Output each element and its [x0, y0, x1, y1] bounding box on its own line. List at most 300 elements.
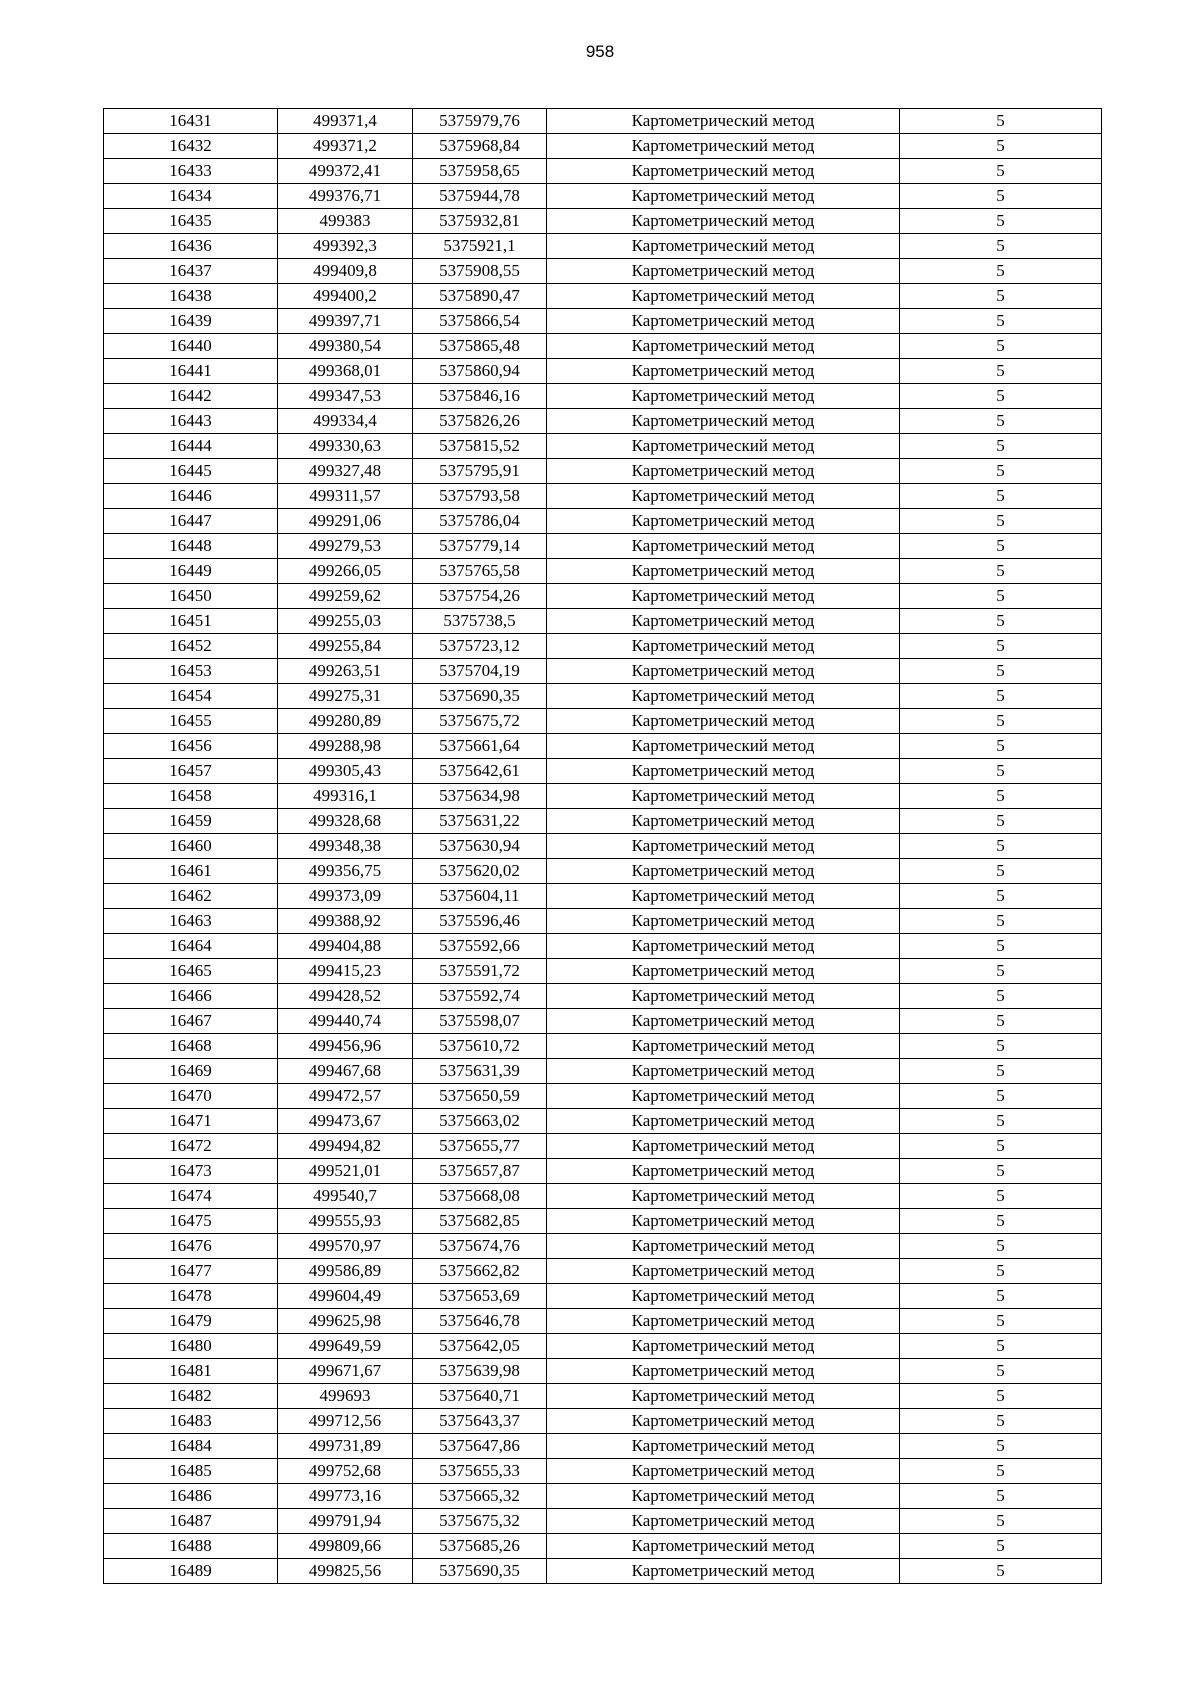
point-number-cell: 16471: [104, 1109, 278, 1134]
method-cell: Картометрический метод: [547, 434, 900, 459]
method-cell: Картометрический метод: [547, 1559, 900, 1584]
y-coordinate-cell: 5375793,58: [413, 484, 547, 509]
table-row: [104, 534, 1102, 559]
x-coordinate-cell: 499467,68: [278, 1059, 413, 1084]
method-cell: Картометрический метод: [547, 334, 900, 359]
point-number-cell: 16443: [104, 409, 278, 434]
point-number-cell: 16485: [104, 1459, 278, 1484]
y-coordinate-cell: 5375968,84: [413, 134, 547, 159]
x-coordinate-cell: 499404,88: [278, 934, 413, 959]
method-cell: Картометрический метод: [547, 1259, 900, 1284]
y-coordinate-cell: 5375690,35: [413, 684, 547, 709]
x-coordinate-cell: 499440,74: [278, 1009, 413, 1034]
method-cell: Картометрический метод: [547, 759, 900, 784]
page-number: 958: [585, 42, 615, 61]
accuracy-cell: 5: [900, 1459, 1102, 1484]
point-number-cell: 16439: [104, 309, 278, 334]
table-row: [104, 734, 1102, 759]
y-coordinate-cell: 5375723,12: [413, 634, 547, 659]
accuracy-cell: 5: [900, 1059, 1102, 1084]
x-coordinate-cell: 499392,3: [278, 234, 413, 259]
point-number-cell: 16473: [104, 1159, 278, 1184]
point-number-cell: 16479: [104, 1309, 278, 1334]
method-cell: Картометрический метод: [547, 1409, 900, 1434]
table-row: [104, 1309, 1102, 1334]
y-coordinate-cell: 5375779,14: [413, 534, 547, 559]
y-coordinate-cell: 5375738,5: [413, 609, 547, 634]
point-number-cell: 16455: [104, 709, 278, 734]
y-coordinate-cell: 5375653,69: [413, 1284, 547, 1309]
table-row: [104, 709, 1102, 734]
x-coordinate-cell: 499316,1: [278, 784, 413, 809]
x-coordinate-cell: 499712,56: [278, 1409, 413, 1434]
point-number-cell: 16435: [104, 209, 278, 234]
method-cell: Картометрический метод: [547, 184, 900, 209]
point-number-cell: 16449: [104, 559, 278, 584]
y-coordinate-cell: 5375675,72: [413, 709, 547, 734]
x-coordinate-cell: 499305,43: [278, 759, 413, 784]
accuracy-cell: 5: [900, 734, 1102, 759]
table-row: [104, 1359, 1102, 1384]
y-coordinate-cell: 5375890,47: [413, 284, 547, 309]
point-number-cell: 16444: [104, 434, 278, 459]
y-coordinate-cell: 5375795,91: [413, 459, 547, 484]
table-row: [104, 1084, 1102, 1109]
y-coordinate-cell: 5375591,72: [413, 959, 547, 984]
table-row: [104, 434, 1102, 459]
table-row: [104, 384, 1102, 409]
x-coordinate-cell: 499356,75: [278, 859, 413, 884]
point-number-cell: 16469: [104, 1059, 278, 1084]
accuracy-cell: 5: [900, 1534, 1102, 1559]
y-coordinate-cell: 5375634,98: [413, 784, 547, 809]
y-coordinate-cell: 5375665,32: [413, 1484, 547, 1509]
y-coordinate-cell: 5375639,98: [413, 1359, 547, 1384]
coordinates-table: [103, 108, 1102, 1584]
method-cell: Картометрический метод: [547, 1359, 900, 1384]
method-cell: Картометрический метод: [547, 1034, 900, 1059]
x-coordinate-cell: 499473,67: [278, 1109, 413, 1134]
point-number-cell: 16470: [104, 1084, 278, 1109]
point-number-cell: 16488: [104, 1534, 278, 1559]
x-coordinate-cell: 499279,53: [278, 534, 413, 559]
table-row: [104, 1509, 1102, 1534]
x-coordinate-cell: 499328,68: [278, 809, 413, 834]
table-row: [104, 1159, 1102, 1184]
method-cell: Картометрический метод: [547, 734, 900, 759]
y-coordinate-cell: 5375646,78: [413, 1309, 547, 1334]
point-number-cell: 16476: [104, 1234, 278, 1259]
method-cell: Картометрический метод: [547, 884, 900, 909]
method-cell: Картометрический метод: [547, 284, 900, 309]
table-row: [104, 1009, 1102, 1034]
accuracy-cell: 5: [900, 584, 1102, 609]
table-row: [104, 1459, 1102, 1484]
accuracy-cell: 5: [900, 359, 1102, 384]
table-row: [104, 909, 1102, 934]
table-row: [104, 559, 1102, 584]
y-coordinate-cell: 5375592,74: [413, 984, 547, 1009]
method-cell: Картометрический метод: [547, 809, 900, 834]
accuracy-cell: 5: [900, 384, 1102, 409]
table-row: [104, 209, 1102, 234]
method-cell: Картометрический метод: [547, 634, 900, 659]
point-number-cell: 16472: [104, 1134, 278, 1159]
table-row: [104, 859, 1102, 884]
method-cell: Картометрический метод: [547, 1434, 900, 1459]
y-coordinate-cell: 5375642,61: [413, 759, 547, 784]
point-number-cell: 16480: [104, 1334, 278, 1359]
method-cell: Картометрический метод: [547, 559, 900, 584]
x-coordinate-cell: 499259,62: [278, 584, 413, 609]
accuracy-cell: 5: [900, 1134, 1102, 1159]
table-row: [104, 409, 1102, 434]
point-number-cell: 16438: [104, 284, 278, 309]
y-coordinate-cell: 5375631,22: [413, 809, 547, 834]
x-coordinate-cell: 499255,03: [278, 609, 413, 634]
method-cell: Картометрический метод: [547, 309, 900, 334]
accuracy-cell: 5: [900, 209, 1102, 234]
y-coordinate-cell: 5375826,26: [413, 409, 547, 434]
point-number-cell: 16456: [104, 734, 278, 759]
method-cell: Картометрический метод: [547, 259, 900, 284]
method-cell: Картометрический метод: [547, 659, 900, 684]
method-cell: Картометрический метод: [547, 1009, 900, 1034]
accuracy-cell: 5: [900, 1309, 1102, 1334]
table-row: [104, 884, 1102, 909]
x-coordinate-cell: 499291,06: [278, 509, 413, 534]
y-coordinate-cell: 5375650,59: [413, 1084, 547, 1109]
x-coordinate-cell: 499671,67: [278, 1359, 413, 1384]
method-cell: Картометрический метод: [547, 1159, 900, 1184]
y-coordinate-cell: 5375610,72: [413, 1034, 547, 1059]
x-coordinate-cell: 499330,63: [278, 434, 413, 459]
x-coordinate-cell: 499521,01: [278, 1159, 413, 1184]
point-number-cell: 16451: [104, 609, 278, 634]
accuracy-cell: 5: [900, 434, 1102, 459]
table-row: [104, 609, 1102, 634]
accuracy-cell: 5: [900, 184, 1102, 209]
accuracy-cell: 5: [900, 1084, 1102, 1109]
y-coordinate-cell: 5375592,66: [413, 934, 547, 959]
accuracy-cell: 5: [900, 859, 1102, 884]
x-coordinate-cell: 499263,51: [278, 659, 413, 684]
point-number-cell: 16437: [104, 259, 278, 284]
accuracy-cell: 5: [900, 1209, 1102, 1234]
x-coordinate-cell: 499825,56: [278, 1559, 413, 1584]
x-coordinate-cell: 499280,89: [278, 709, 413, 734]
y-coordinate-cell: 5375704,19: [413, 659, 547, 684]
x-coordinate-cell: 499397,71: [278, 309, 413, 334]
point-number-cell: 16464: [104, 934, 278, 959]
method-cell: Картометрический метод: [547, 384, 900, 409]
table-row: [104, 984, 1102, 1009]
method-cell: Картометрический метод: [547, 1484, 900, 1509]
y-coordinate-cell: 5375685,26: [413, 1534, 547, 1559]
accuracy-cell: 5: [900, 459, 1102, 484]
accuracy-cell: 5: [900, 1284, 1102, 1309]
method-cell: Картометрический метод: [547, 534, 900, 559]
point-number-cell: 16486: [104, 1484, 278, 1509]
x-coordinate-cell: 499809,66: [278, 1534, 413, 1559]
point-number-cell: 16461: [104, 859, 278, 884]
accuracy-cell: 5: [900, 309, 1102, 334]
x-coordinate-cell: 499625,98: [278, 1309, 413, 1334]
method-cell: Картометрический метод: [547, 684, 900, 709]
x-coordinate-cell: 499400,2: [278, 284, 413, 309]
x-coordinate-cell: 499604,49: [278, 1284, 413, 1309]
method-cell: Картометрический метод: [547, 1459, 900, 1484]
y-coordinate-cell: 5375921,1: [413, 234, 547, 259]
accuracy-cell: 5: [900, 1259, 1102, 1284]
x-coordinate-cell: 499731,89: [278, 1434, 413, 1459]
x-coordinate-cell: 499428,52: [278, 984, 413, 1009]
table-row: [104, 784, 1102, 809]
method-cell: Картометрический метод: [547, 234, 900, 259]
method-cell: Картометрический метод: [547, 509, 900, 534]
y-coordinate-cell: 5375786,04: [413, 509, 547, 534]
x-coordinate-cell: 499347,53: [278, 384, 413, 409]
method-cell: Картометрический метод: [547, 859, 900, 884]
point-number-cell: 16481: [104, 1359, 278, 1384]
accuracy-cell: 5: [900, 834, 1102, 859]
point-number-cell: 16463: [104, 909, 278, 934]
accuracy-cell: 5: [900, 909, 1102, 934]
accuracy-cell: 5: [900, 809, 1102, 834]
point-number-cell: 16482: [104, 1384, 278, 1409]
table-row: [104, 834, 1102, 859]
x-coordinate-cell: 499372,41: [278, 159, 413, 184]
table-row: [104, 959, 1102, 984]
y-coordinate-cell: 5375944,78: [413, 184, 547, 209]
method-cell: Картометрический метод: [547, 1084, 900, 1109]
y-coordinate-cell: 5375765,58: [413, 559, 547, 584]
accuracy-cell: 5: [900, 134, 1102, 159]
point-number-cell: 16475: [104, 1209, 278, 1234]
y-coordinate-cell: 5375663,02: [413, 1109, 547, 1134]
method-cell: Картометрический метод: [547, 409, 900, 434]
x-coordinate-cell: 499773,16: [278, 1484, 413, 1509]
point-number-cell: 16450: [104, 584, 278, 609]
point-number-cell: 16432: [104, 134, 278, 159]
x-coordinate-cell: 499327,48: [278, 459, 413, 484]
y-coordinate-cell: 5375979,76: [413, 109, 547, 134]
y-coordinate-cell: 5375815,52: [413, 434, 547, 459]
method-cell: Картометрический метод: [547, 159, 900, 184]
y-coordinate-cell: 5375682,85: [413, 1209, 547, 1234]
accuracy-cell: 5: [900, 1234, 1102, 1259]
table-row: [104, 159, 1102, 184]
y-coordinate-cell: 5375604,11: [413, 884, 547, 909]
method-cell: Картометрический метод: [547, 909, 900, 934]
table-row: [104, 1184, 1102, 1209]
table-row: [104, 184, 1102, 209]
table-row: [104, 1409, 1102, 1434]
table-row: [104, 684, 1102, 709]
accuracy-cell: 5: [900, 259, 1102, 284]
method-cell: Картометрический метод: [547, 134, 900, 159]
accuracy-cell: 5: [900, 1334, 1102, 1359]
table-row: [104, 284, 1102, 309]
y-coordinate-cell: 5375655,77: [413, 1134, 547, 1159]
accuracy-cell: 5: [900, 1159, 1102, 1184]
y-coordinate-cell: 5375932,81: [413, 209, 547, 234]
y-coordinate-cell: 5375657,87: [413, 1159, 547, 1184]
y-coordinate-cell: 5375661,64: [413, 734, 547, 759]
x-coordinate-cell: 499288,98: [278, 734, 413, 759]
accuracy-cell: 5: [900, 959, 1102, 984]
point-number-cell: 16433: [104, 159, 278, 184]
method-cell: Картометрический метод: [547, 1534, 900, 1559]
x-coordinate-cell: 499311,57: [278, 484, 413, 509]
method-cell: Картометрический метод: [547, 1384, 900, 1409]
accuracy-cell: 5: [900, 684, 1102, 709]
accuracy-cell: 5: [900, 559, 1102, 584]
point-number-cell: 16445: [104, 459, 278, 484]
table-row: [104, 484, 1102, 509]
x-coordinate-cell: 499255,84: [278, 634, 413, 659]
method-cell: Картометрический метод: [547, 934, 900, 959]
table-row: [104, 1284, 1102, 1309]
y-coordinate-cell: 5375598,07: [413, 1009, 547, 1034]
accuracy-cell: 5: [900, 934, 1102, 959]
point-number-cell: 16448: [104, 534, 278, 559]
x-coordinate-cell: 499388,92: [278, 909, 413, 934]
accuracy-cell: 5: [900, 984, 1102, 1009]
point-number-cell: 16487: [104, 1509, 278, 1534]
y-coordinate-cell: 5375662,82: [413, 1259, 547, 1284]
method-cell: Картометрический метод: [547, 1234, 900, 1259]
x-coordinate-cell: 499373,09: [278, 884, 413, 909]
method-cell: Картометрический метод: [547, 484, 900, 509]
x-coordinate-cell: 499586,89: [278, 1259, 413, 1284]
accuracy-cell: 5: [900, 159, 1102, 184]
accuracy-cell: 5: [900, 1384, 1102, 1409]
point-number-cell: 16442: [104, 384, 278, 409]
point-number-cell: 16478: [104, 1284, 278, 1309]
method-cell: Картометрический метод: [547, 959, 900, 984]
point-number-cell: 16441: [104, 359, 278, 384]
point-number-cell: 16436: [104, 234, 278, 259]
point-number-cell: 16446: [104, 484, 278, 509]
x-coordinate-cell: 499409,8: [278, 259, 413, 284]
point-number-cell: 16465: [104, 959, 278, 984]
accuracy-cell: 5: [900, 709, 1102, 734]
table-row: [104, 1334, 1102, 1359]
accuracy-cell: 5: [900, 759, 1102, 784]
point-number-cell: 16447: [104, 509, 278, 534]
method-cell: Картометрический метод: [547, 1284, 900, 1309]
y-coordinate-cell: 5375668,08: [413, 1184, 547, 1209]
table-row: [104, 134, 1102, 159]
table-row: [104, 584, 1102, 609]
accuracy-cell: 5: [900, 1484, 1102, 1509]
x-coordinate-cell: 499752,68: [278, 1459, 413, 1484]
table-row: [104, 1234, 1102, 1259]
point-number-cell: 16462: [104, 884, 278, 909]
y-coordinate-cell: 5375642,05: [413, 1334, 547, 1359]
x-coordinate-cell: 499415,23: [278, 959, 413, 984]
x-coordinate-cell: 499570,97: [278, 1234, 413, 1259]
accuracy-cell: 5: [900, 334, 1102, 359]
point-number-cell: 16454: [104, 684, 278, 709]
point-number-cell: 16467: [104, 1009, 278, 1034]
point-number-cell: 16484: [104, 1434, 278, 1459]
table-row: [104, 459, 1102, 484]
point-number-cell: 16457: [104, 759, 278, 784]
y-coordinate-cell: 5375630,94: [413, 834, 547, 859]
x-coordinate-cell: 499383: [278, 209, 413, 234]
x-coordinate-cell: 499456,96: [278, 1034, 413, 1059]
x-coordinate-cell: 499376,71: [278, 184, 413, 209]
y-coordinate-cell: 5375640,71: [413, 1384, 547, 1409]
y-coordinate-cell: 5375958,65: [413, 159, 547, 184]
accuracy-cell: 5: [900, 534, 1102, 559]
table-row: [104, 509, 1102, 534]
y-coordinate-cell: 5375675,32: [413, 1509, 547, 1534]
point-number-cell: 16440: [104, 334, 278, 359]
y-coordinate-cell: 5375754,26: [413, 584, 547, 609]
point-number-cell: 16460: [104, 834, 278, 859]
method-cell: Картометрический метод: [547, 1059, 900, 1084]
accuracy-cell: 5: [900, 784, 1102, 809]
point-number-cell: 16489: [104, 1559, 278, 1584]
method-cell: Картометрический метод: [547, 1309, 900, 1334]
point-number-cell: 16468: [104, 1034, 278, 1059]
point-number-cell: 16459: [104, 809, 278, 834]
accuracy-cell: 5: [900, 1034, 1102, 1059]
table-row: [104, 1484, 1102, 1509]
x-coordinate-cell: 499266,05: [278, 559, 413, 584]
method-cell: Картометрический метод: [547, 1109, 900, 1134]
table-row: [104, 259, 1102, 284]
accuracy-cell: 5: [900, 1184, 1102, 1209]
method-cell: Картометрический метод: [547, 459, 900, 484]
x-coordinate-cell: 499275,31: [278, 684, 413, 709]
table-row: [104, 659, 1102, 684]
y-coordinate-cell: 5375690,35: [413, 1559, 547, 1584]
point-number-cell: 16483: [104, 1409, 278, 1434]
method-cell: Картометрический метод: [547, 1209, 900, 1234]
accuracy-cell: 5: [900, 1559, 1102, 1584]
point-number-cell: 16453: [104, 659, 278, 684]
table-row: [104, 634, 1102, 659]
accuracy-cell: 5: [900, 1409, 1102, 1434]
x-coordinate-cell: 499348,38: [278, 834, 413, 859]
method-cell: Картометрический метод: [547, 784, 900, 809]
point-number-cell: 16466: [104, 984, 278, 1009]
table-row: [104, 309, 1102, 334]
accuracy-cell: 5: [900, 234, 1102, 259]
method-cell: Картометрический метод: [547, 109, 900, 134]
accuracy-cell: 5: [900, 659, 1102, 684]
method-cell: Картометрический метод: [547, 609, 900, 634]
table-row: [104, 934, 1102, 959]
table-row: [104, 334, 1102, 359]
x-coordinate-cell: 499371,2: [278, 134, 413, 159]
method-cell: Картометрический метод: [547, 584, 900, 609]
y-coordinate-cell: 5375631,39: [413, 1059, 547, 1084]
table-row: [104, 1559, 1102, 1584]
point-number-cell: 16431: [104, 109, 278, 134]
table-row: [104, 1109, 1102, 1134]
x-coordinate-cell: 499334,4: [278, 409, 413, 434]
y-coordinate-cell: 5375596,46: [413, 909, 547, 934]
x-coordinate-cell: 499494,82: [278, 1134, 413, 1159]
table-row: [104, 359, 1102, 384]
method-cell: Картометрический метод: [547, 1509, 900, 1534]
table-row: [104, 1534, 1102, 1559]
